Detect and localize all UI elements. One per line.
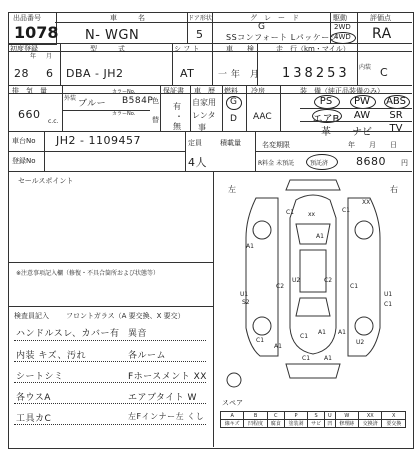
damage-mark: U1: [240, 291, 249, 298]
code-letter: U: [325, 412, 335, 420]
exterior-label: 外装: [64, 95, 77, 102]
inspector-label: 検査員記入: [14, 312, 49, 320]
code-meaning: 修理跡: [335, 420, 358, 428]
damage-mark: C1: [300, 333, 309, 340]
damage-mark: XX: [362, 199, 371, 206]
damage-mark: C1: [286, 209, 295, 216]
mileage-value: 138253: [282, 66, 350, 81]
use-business: 事: [198, 123, 206, 132]
fuel-gas: G: [230, 97, 237, 107]
damage-mark: U2: [356, 339, 365, 346]
fuel-diesel: D: [230, 114, 237, 124]
car-diagram: [216, 178, 410, 398]
notes-label: ※注意事項記入欄（修復・不具合箇所および状態等）: [16, 270, 160, 277]
code-letter: P: [284, 412, 307, 420]
model-label: 車 名: [110, 14, 145, 22]
tax-mark: 預託済: [310, 160, 329, 167]
equip-ps: PS: [319, 96, 333, 107]
score-value: RA: [372, 26, 392, 42]
equip-label: 装 備（純正品装備のみ）: [300, 87, 384, 95]
reg-label: 初度登録: [10, 45, 38, 53]
code-meaning: 腐食: [267, 420, 284, 428]
tax-yen: 円: [401, 159, 408, 167]
drive-4wd: 4WD: [334, 33, 351, 41]
code-meaning: 線キズ: [221, 420, 244, 428]
ac-label: 冷房: [251, 87, 265, 95]
type-value: DBA - JH2: [66, 67, 124, 80]
code-meaning: 交換済: [359, 420, 382, 428]
damage-mark: C1: [302, 355, 311, 362]
history-label: 名変期限: [262, 141, 290, 149]
note-left-2: 内装 キズ、汚れ: [16, 351, 86, 361]
color-title: 色: [152, 97, 159, 105]
damage-mark: S2: [242, 299, 250, 306]
spare-label: スペア: [222, 399, 243, 407]
code-meaning: 塗装剥: [284, 420, 307, 428]
windshield-label: フロントガラス（A 要交換、X 要交）: [66, 312, 185, 320]
displacement-value: 660: [18, 108, 41, 121]
damage-mark: C1: [350, 283, 359, 290]
grade-label: グ レ ー ド: [250, 14, 299, 22]
month-label: 月: [46, 53, 53, 60]
damage-mark: U1: [384, 291, 393, 298]
equip-leather: 革: [321, 127, 331, 138]
note-left-3: シートシミ: [16, 372, 64, 382]
use-private: 自家用: [192, 98, 216, 107]
code-letter: S: [308, 412, 325, 420]
damage-mark: A1: [318, 329, 326, 336]
shift-value: AT: [180, 67, 195, 80]
damage-mark: C1: [256, 337, 265, 344]
code-letter: XX: [359, 412, 382, 420]
cc-label: c.c.: [48, 118, 59, 125]
ym-label: 年 月 日: [348, 141, 397, 149]
note-right-2: 各ルーム: [128, 351, 167, 361]
damage-mark: A1: [246, 243, 254, 250]
interior-value: C: [380, 66, 389, 79]
grade-code: G: [258, 22, 266, 32]
warranty-yes: 有: [173, 102, 181, 111]
fuel-label: 燃料: [224, 87, 238, 95]
tax-value: 8680: [356, 155, 386, 168]
frame-value: JH2 - 1109457: [56, 134, 141, 147]
lot-label: 出品番号: [13, 14, 41, 22]
regno-label: 登録No: [12, 157, 36, 165]
code-meaning: サビ: [308, 420, 325, 428]
note-left-4: 各ウスA: [16, 393, 51, 403]
diagram-left-label: 左: [228, 185, 236, 194]
equip-aw: AW: [353, 110, 371, 121]
code-letter: C: [267, 412, 284, 420]
warranty-dot: ・: [175, 112, 183, 121]
damage-mark: C2: [324, 277, 333, 284]
code-letter: B: [244, 412, 267, 420]
warranty-no: 無: [173, 122, 181, 131]
equip-sr: SR: [389, 110, 403, 121]
equip-abs: ABS: [386, 96, 406, 107]
capacity-value: 4人: [188, 156, 207, 169]
tax-label: R料金 未預託: [258, 160, 295, 167]
use-label: 車 歴: [194, 87, 215, 95]
code-meaning: 凹: [325, 420, 335, 428]
code-meaning: 凹程度: [244, 420, 267, 428]
equip-tv: TV: [389, 123, 403, 134]
damage-mark: A1: [324, 355, 332, 362]
displacement-label: 排 気 量: [12, 87, 47, 95]
code-meaning: 要交換: [382, 420, 406, 428]
score-label: 評価点: [370, 14, 391, 22]
shift-label: シ フ ト: [174, 45, 200, 53]
load-label: 積載量: [220, 139, 241, 147]
capacity-label: 定員: [188, 139, 202, 147]
note-left-1: ハンドルスレ、カバー有: [16, 329, 120, 339]
mileage-label: 走 行（km・マイル）: [276, 45, 350, 53]
drive-2wd: 2WD: [334, 23, 351, 31]
code-letter: A: [221, 412, 244, 420]
type-label: 型 式: [90, 45, 125, 53]
inspection-value: 一 年 月: [218, 70, 260, 80]
damage-mark: A1: [338, 329, 346, 336]
ac-value: AAC: [253, 112, 272, 122]
diagram-right-label: 右: [390, 185, 398, 194]
inspection-label: 車 検: [226, 45, 254, 53]
note-right-1: 異音: [128, 329, 148, 339]
reg-month: 6: [46, 67, 54, 80]
damage-mark: U2: [292, 277, 301, 284]
interior-colorno-label: カラーNo.: [112, 111, 136, 117]
replace-title: 替: [152, 116, 159, 124]
damage-mark: C2: [276, 283, 285, 290]
interior-label: 内装: [359, 64, 372, 71]
model-value: N- WGN: [85, 28, 140, 43]
equip-airbag: エアB: [312, 114, 340, 125]
note-left-5: 工具カC: [16, 414, 52, 424]
code-letter: W: [335, 412, 358, 420]
damage-mark: xx: [308, 211, 316, 218]
equip-navi: ナビ: [352, 127, 372, 138]
note-right-3: Fホースメント XX: [128, 372, 207, 382]
colorno-value: B584P: [122, 96, 154, 106]
note-right-5: 左Fインナー左 くし: [128, 412, 205, 421]
grade-value: SSコンフォート Lパッケージ: [226, 33, 339, 42]
sales-point-label: セールスポイント: [18, 177, 74, 185]
use-rental: レンタ: [192, 111, 216, 120]
color-value: ブルー: [78, 99, 107, 109]
damage-mark: A1: [274, 343, 282, 350]
lot-number: 1078: [14, 23, 59, 42]
damage-code-legend: [220, 411, 406, 428]
doors-value: 5: [196, 28, 204, 41]
damage-mark: C1: [384, 301, 393, 308]
frame-label: 車台No: [12, 137, 36, 145]
year-label: 年: [30, 53, 37, 60]
equip-pw: PW: [354, 96, 370, 107]
reg-year: 28: [14, 67, 29, 80]
warranty-label: 保証書: [163, 87, 184, 95]
code-letter: X: [382, 412, 406, 420]
colorno-label: カラーNo.: [112, 89, 136, 95]
damage-mark: C1: [342, 207, 351, 214]
drive-label: 駆動: [333, 14, 347, 22]
damage-mark: A1: [316, 233, 324, 240]
doors-label: ドア形状: [188, 15, 212, 22]
note-right-4: エアブタイト W: [128, 393, 197, 403]
